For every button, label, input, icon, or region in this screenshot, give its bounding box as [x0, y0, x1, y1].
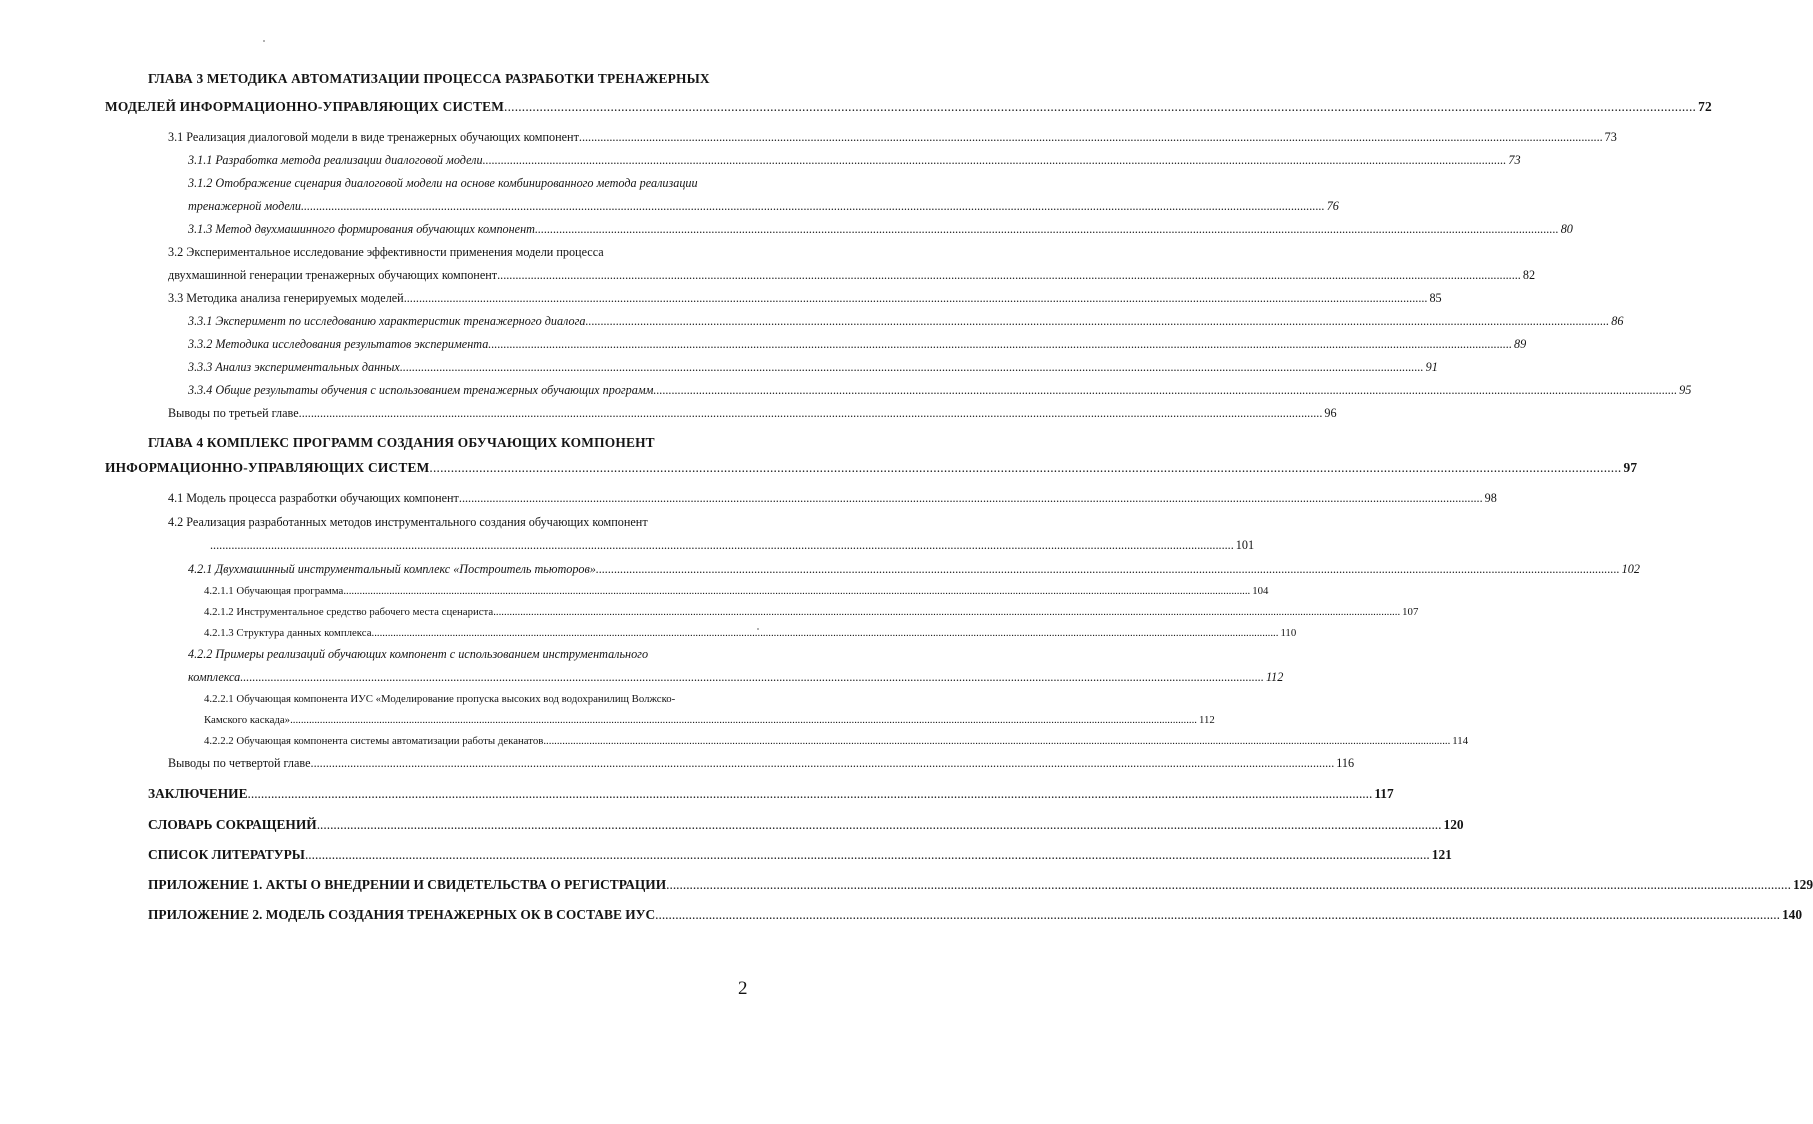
page-ref: 76 — [1326, 199, 1339, 213]
page-ref: 114 — [1452, 735, 1469, 747]
page-ref: 110 — [1280, 627, 1297, 639]
chapter-3-title-line2: МОДЕЛЕЙ ИНФОРМАЦИОННО-УПРАВЛЯЮЩИХ СИСТЕМ — [105, 99, 505, 114]
toc-entry-4-2[interactable] — [210, 538, 1255, 553]
toc-title: Выводы по четвертой главе — [168, 756, 311, 770]
page-ref: 129 — [1792, 877, 1813, 892]
toc-title: СЛОВАРЬ СОКРАЩЕНИЙ — [148, 817, 317, 832]
toc-entry-3-3[interactable] — [168, 291, 1442, 306]
toc-entry-4-2-1-3[interactable] — [204, 627, 1297, 639]
dot-leader — [301, 199, 1325, 214]
page-number: 2 — [738, 978, 748, 999]
toc-entry-chapter-4[interactable] — [105, 460, 1638, 476]
dot-leader — [497, 268, 1521, 283]
dot-leader — [299, 406, 1323, 421]
toc-title: ЗАКЛЮЧЕНИЕ — [148, 786, 248, 801]
dot-leader — [543, 735, 1450, 747]
toc-entry-4-2-2-line1[interactable]: 4.2.2 Примеры реализаций обучающих компонент с использованием инструментального — [188, 647, 649, 661]
toc-entry-4-1[interactable] — [168, 491, 1497, 506]
toc-entry-3-2[interactable] — [168, 268, 1536, 283]
toc-entry-appendix-1[interactable] — [148, 877, 1813, 893]
toc-title: 4.2.1 Двухмашинный инструментальный комплекс «Построитель тьюторов» — [188, 562, 596, 576]
toc-title: 4.2.1.3 Структура данных комплекса — [204, 627, 372, 639]
toc-entry-chapter-3[interactable] — [105, 99, 1712, 115]
page-ref: 82 — [1522, 268, 1536, 282]
toc-entry-4-2-line1[interactable]: 4.2 Реализация разработанных методов инструментального создания обучающих компонент — [168, 515, 648, 529]
scan-speck — [263, 40, 265, 42]
page-ref: 96 — [1324, 406, 1337, 420]
page-ref: 89 — [1514, 337, 1527, 351]
scan-speck — [757, 628, 759, 630]
dot-leader — [459, 491, 1483, 506]
toc-entry-3-1-2[interactable] — [188, 199, 1339, 214]
page-ref: 140 — [1781, 907, 1803, 922]
toc-entry-4-2-2-1[interactable] — [204, 714, 1215, 726]
toc-entry-3-1-1[interactable] — [188, 153, 1521, 168]
page-ref: 72 — [1698, 99, 1712, 114]
toc-entry-4-2-2-1-line1[interactable]: 4.2.2.1 Обучающая компонента ИУС «Моделирование пропуска высоких вод водохранилищ Волжско- — [204, 693, 676, 705]
toc-title: комплекса — [188, 670, 241, 684]
page-ref: 80 — [1560, 222, 1573, 236]
dot-leader — [305, 847, 1430, 863]
page-ref: 73 — [1604, 130, 1617, 144]
toc-title: 4.2.1.1 Обучающая программа — [204, 585, 344, 597]
dot-leader — [372, 627, 1279, 639]
page-ref: 107 — [1402, 606, 1419, 618]
dot-leader — [400, 360, 1424, 375]
dot-leader — [240, 670, 1264, 685]
dot-leader — [343, 585, 1250, 597]
toc-title: 4.2.1.2 Инструментальное средство рабочего места сценариста — [204, 606, 494, 618]
toc-entry-4-2-2-2[interactable] — [204, 735, 1469, 747]
page-ref: 85 — [1429, 291, 1442, 305]
toc-entry-4-2-1-2[interactable] — [204, 606, 1419, 618]
dot-leader — [429, 460, 1621, 476]
page-ref: 95 — [1679, 383, 1692, 397]
page-ref: 104 — [1252, 585, 1269, 597]
dot-leader — [483, 153, 1507, 168]
toc-title: 3.3.2 Методика исследования результатов эксперимента — [188, 337, 489, 351]
dot-leader — [655, 907, 1780, 923]
toc-title: 3.3.4 Общие результаты обучения с использованием тренажерных обучающих программ — [188, 383, 654, 397]
dot-leader — [653, 383, 1677, 398]
dot-leader — [535, 222, 1559, 237]
toc-entry-glossary[interactable] — [148, 817, 1464, 833]
toc-title: 4.1 Модель процесса разработки обучающих компонент — [168, 491, 459, 505]
toc-title: Камского каскада» — [204, 714, 291, 726]
page-ref: 98 — [1484, 491, 1497, 505]
page-ref: 102 — [1621, 562, 1640, 576]
page-ref: 116 — [1336, 756, 1355, 770]
page-ref: 97 — [1623, 460, 1638, 475]
toc-title: тренажерной модели — [188, 199, 301, 213]
toc-entry-conclusions-3[interactable] — [168, 406, 1337, 421]
page-ref: 101 — [1235, 538, 1255, 552]
dot-leader — [210, 538, 1234, 553]
dot-leader — [317, 817, 1442, 833]
chapter-4-title-line1[interactable]: ГЛАВА 4 КОМПЛЕКС ПРОГРАММ СОЗДАНИЯ ОБУЧАЮЩИХ КОМПОНЕНТ — [148, 435, 655, 450]
toc-entry-3-3-4[interactable] — [188, 383, 1692, 398]
toc-title: Выводы по третьей главе — [168, 406, 299, 420]
page-ref: 112 — [1265, 670, 1284, 684]
toc-entry-3-3-1[interactable] — [188, 314, 1624, 329]
dot-leader — [493, 606, 1400, 618]
toc-title: 3.3.3 Анализ экспериментальных данных — [188, 360, 400, 374]
toc-entry-4-2-1-1[interactable] — [204, 585, 1269, 597]
toc-entry-3-3-2[interactable] — [188, 337, 1527, 352]
toc-title: 3.3.1 Эксперимент по исследованию характеристик тренажерного диалога — [188, 314, 586, 328]
dot-leader — [404, 291, 1428, 306]
page-ref: 121 — [1431, 847, 1452, 862]
dot-leader — [311, 756, 1335, 771]
toc-entry-3-1-2-line1[interactable]: 3.1.2 Отображение сценария диалоговой модели на основе комбинированного метода реализации — [188, 176, 698, 190]
toc-title: 3.1 Реализация диалоговой модели в виде тренажерных обучающих компонент — [168, 130, 579, 144]
dot-leader — [666, 877, 1791, 893]
toc-entry-4-2-2[interactable] — [188, 670, 1284, 685]
page-ref: 86 — [1611, 314, 1624, 328]
dot-leader — [596, 562, 1620, 577]
page-ref: 91 — [1425, 360, 1438, 374]
toc-entry-3-3-3[interactable] — [188, 360, 1438, 375]
toc-title: СПИСОК ЛИТЕРАТУРЫ — [148, 847, 305, 862]
page-ref: 112 — [1199, 714, 1215, 726]
page-ref: 120 — [1443, 817, 1464, 832]
dot-leader — [290, 714, 1197, 726]
chapter-4-title-line2: ИНФОРМАЦИОННО-УПРАВЛЯЮЩИХ СИСТЕМ — [105, 460, 430, 475]
toc-entry-conclusions-4[interactable] — [168, 756, 1355, 771]
toc-entry-3-1-3[interactable] — [188, 222, 1573, 237]
toc-entry-3-1[interactable] — [168, 130, 1617, 145]
toc-title: двухмашинной генерации тренажерных обучающих компонент — [168, 268, 498, 282]
dot-leader — [504, 99, 1696, 115]
toc-title: ПРИЛОЖЕНИЕ 2. МОДЕЛЬ СОЗДАНИЯ ТРЕНАЖЕРНЫХ ОК В СОСТАВЕ ИУС — [148, 907, 656, 922]
page-ref: 73 — [1508, 153, 1521, 167]
toc-entry-references[interactable] — [148, 847, 1452, 863]
dot-leader — [248, 786, 1373, 802]
toc-title: ПРИЛОЖЕНИЕ 1. АКТЫ О ВНЕДРЕНИИ И СВИДЕТЕЛЬСТВА О РЕГИСТРАЦИИ — [148, 877, 667, 892]
chapter-3-title-line1[interactable]: ГЛАВА 3 МЕТОДИКА АВТОМАТИЗАЦИИ ПРОЦЕССА РАЗРАБОТКИ ТРЕНАЖЕРНЫХ — [148, 71, 710, 86]
toc-entry-3-2-line1[interactable]: 3.2 Экспериментальное исследование эффективности применения модели процесса — [168, 245, 604, 259]
toc-entry-conclusion[interactable] — [148, 786, 1394, 802]
toc-entry-appendix-2[interactable] — [148, 907, 1803, 923]
page-ref: 117 — [1374, 786, 1394, 801]
toc-entry-4-2-1[interactable] — [188, 562, 1640, 577]
dot-leader — [488, 337, 1512, 352]
toc-title: 4.2.2.2 Обучающая компонента системы автоматизации работы деканатов — [204, 735, 544, 747]
toc-title: 3.1.3 Метод двухмашинного формирования обучающих компонент — [188, 222, 535, 236]
toc-title: 3.3 Методика анализа генерируемых моделей — [168, 291, 404, 305]
toc-title: 3.1.1 Разработка метода реализации диалоговой модели — [188, 153, 483, 167]
dot-leader — [579, 130, 1603, 145]
dot-leader — [585, 314, 1609, 329]
